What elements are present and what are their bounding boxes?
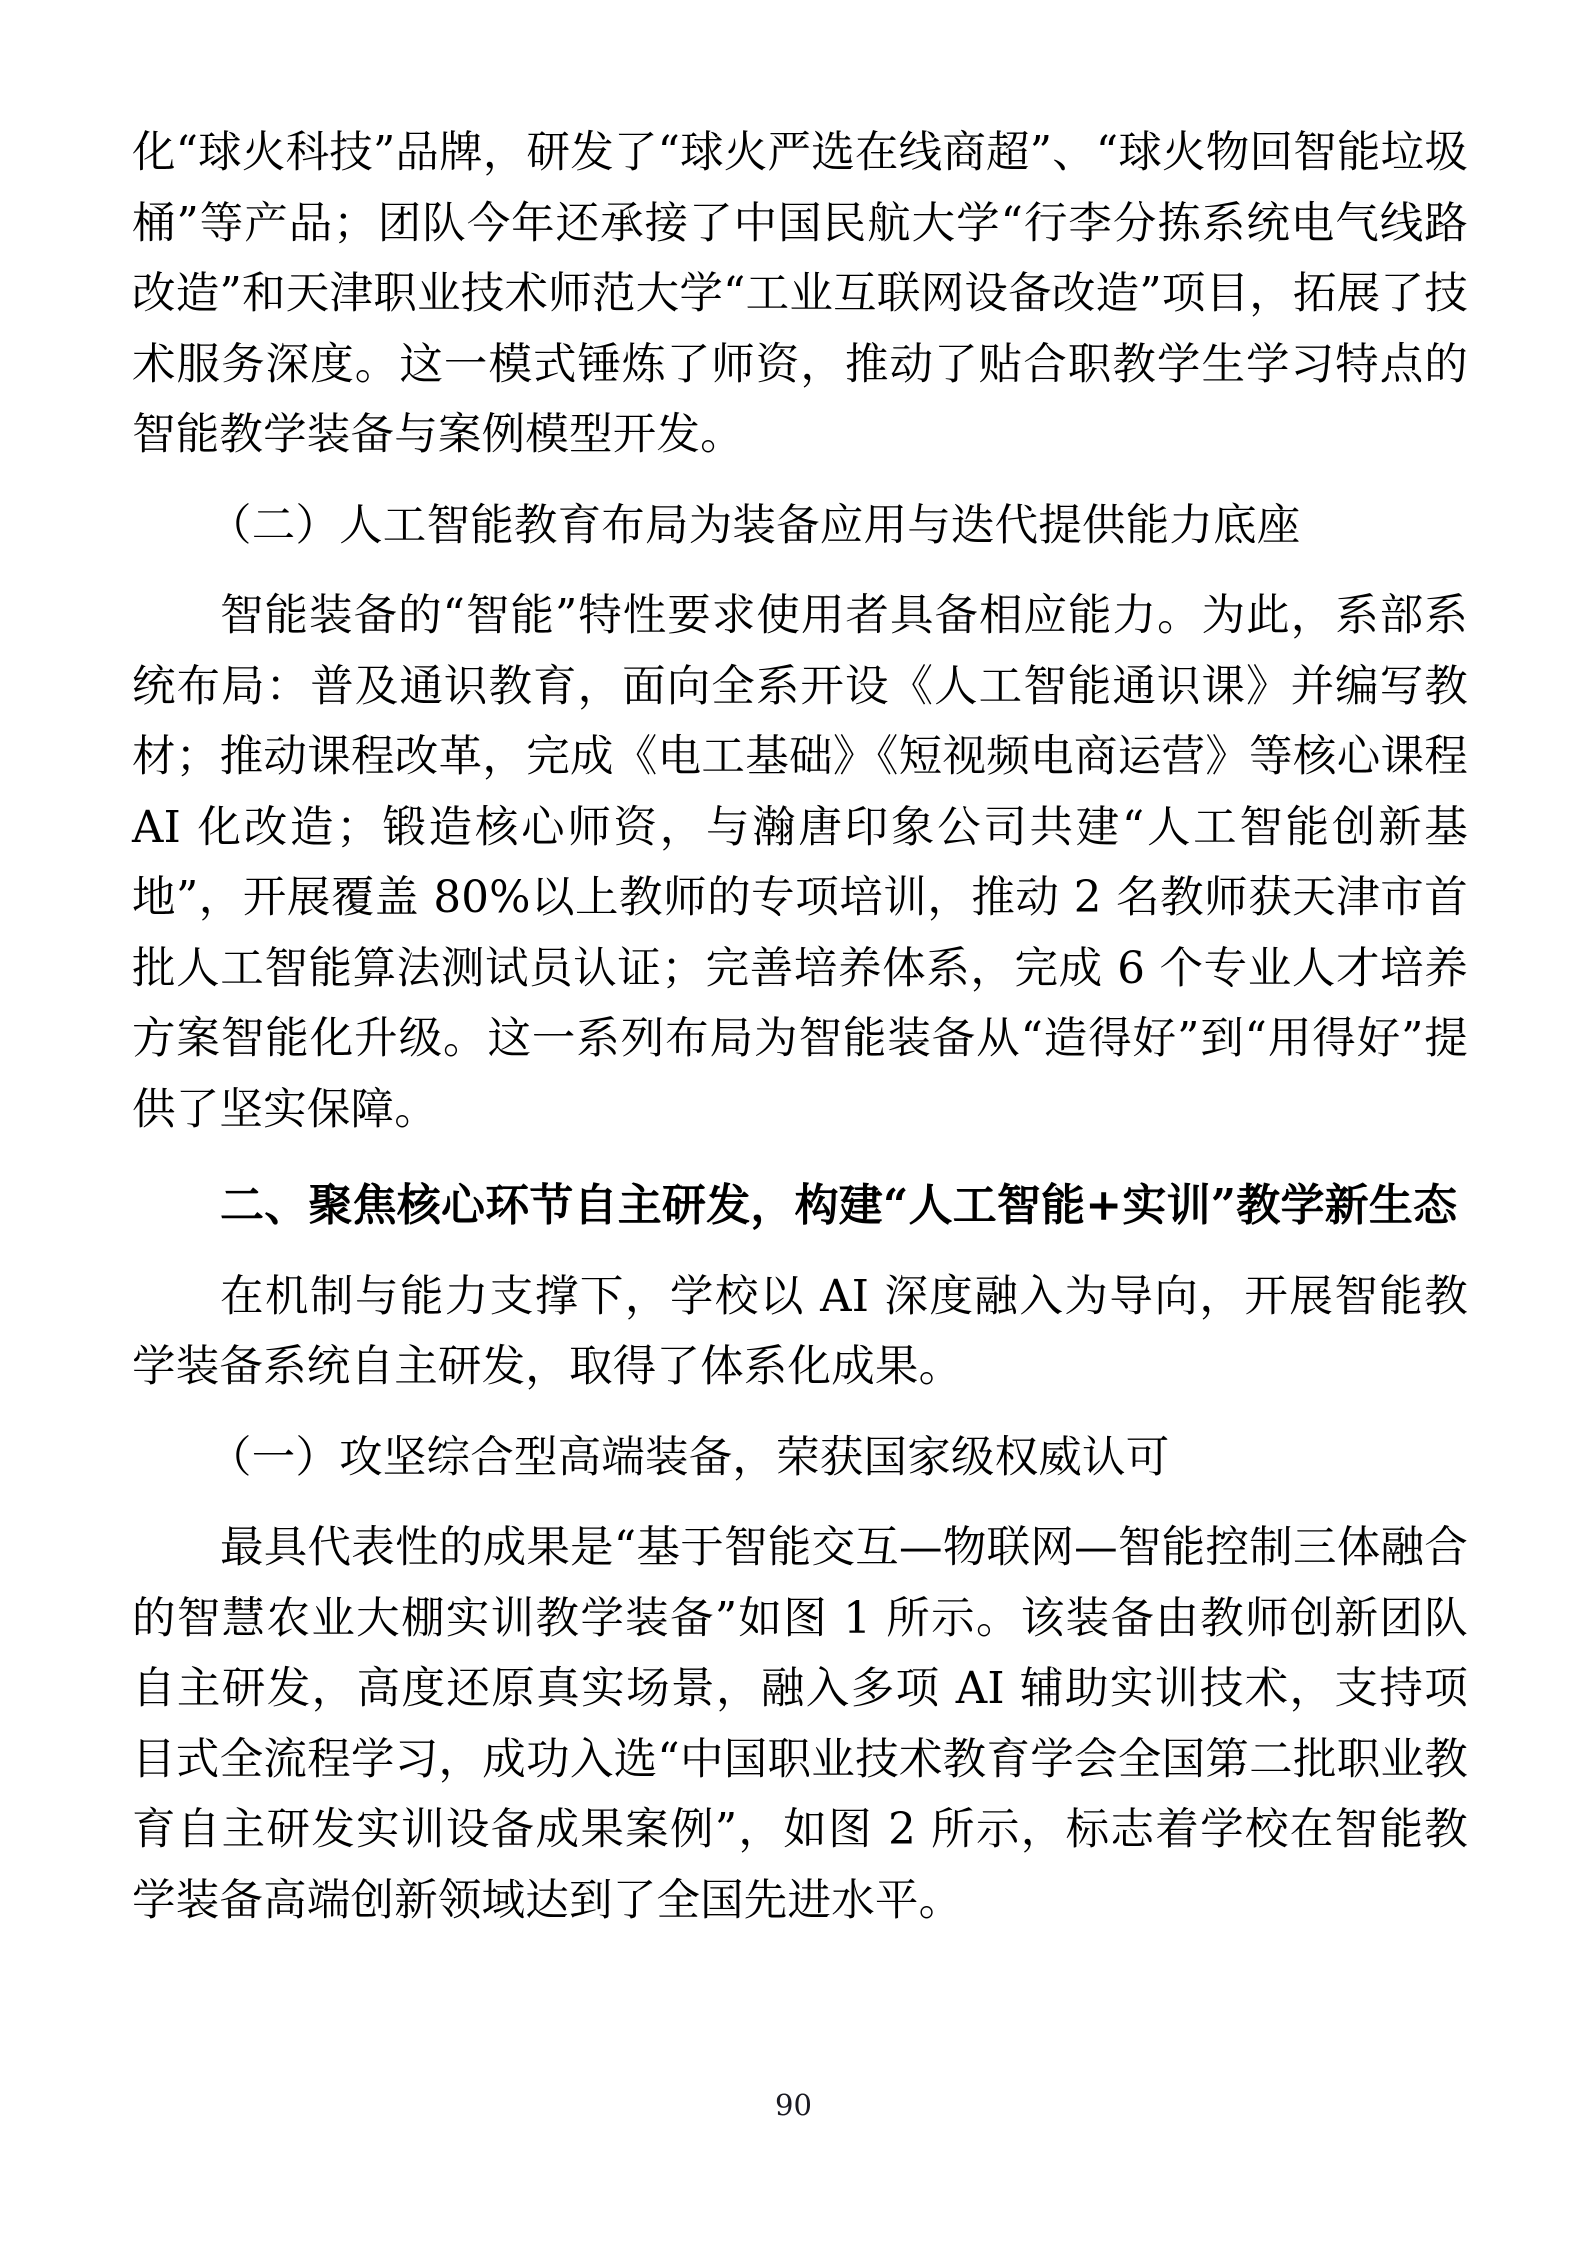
block-spacer [132,471,1468,491]
subheading-ai-education-layout: （二）人工智能教育布局为装备应用与迭代提供能力底座 [208,500,1301,551]
heading-section-two: 二、聚焦核心环节自主研发，构建“人工智能+实训”教学新生态 [220,1180,1458,1231]
page-body [132,118,1468,1936]
block-spacer [132,561,1468,581]
block-spacer [132,1493,1468,1513]
paragraph-mechanism-support-body: 在机制与能力支撑下，学校以 AI 深度融入为导向，开展智能教学装备系统自主研发，取得了体系化成果。 [132,1271,1468,1392]
block-spacer [132,1145,1468,1171]
paragraph-smart-agriculture-greenhouse-body: 最具代表性的成果是“基于智能交互—物联网—智能控制三体融合的智慧农业大棚实训教学装备”如图 1 所示。该装备由教师创新团队自主研发，高度还原真实场景，融入多项 AI 辅助实训技术，支持项目式全流程学习，成功入选“中国职业技术教育学会全国第二批职业教育自主研发实训设备成果案例”，如图 2 所示，标志着学校在智能教学装备高端创新领域达到了全国先进水平。 [132,1523,1468,1926]
block-spacer [132,1242,1468,1262]
block-spacer [132,1403,1468,1423]
paragraph-ai-education-layout-body: 智能装备的“智能”特性要求使用者具备相应能力。为此，系部系统布局：普及通识教育，面向全系开设《人工智能通识课》并编写教材；推动课程改革，完成《电工基础》《短视频电商运营》等核心课程 AI 化改造；锻造核心师资，与瀚唐印象公司共建“人工智能创新基地”，开展覆盖 80%以上教师的专项培训，推动 2 名教师获天津市首批人工智能算法测试员认证；完善培养体系，完成 6 个专业人才培养方案智能化升级。这一系列布局为智能装备从“造得好”到“用得好”提供了坚实保障。 [132,591,1468,1135]
paragraph-continuation-brand-products: 化“球火科技”品牌，研发了“球火严选在线商超”、“球火物回智能垃圾桶”等产品；团队今年还承接了中国民航大学“行李分拣系统电气线路改造”和天津职业技术师范大学“工业互联网设备改造”项目，拓展了技术服务深度。这一模式锤炼了师资，推动了贴合职教学生学习特点的智能教学装备与案例模型开发。 [132,128,1468,460]
page-number: 90 [775,2088,812,2122]
subheading-high-end-equipment: （一）攻坚综合型高端装备，荣获国家级权威认可 [208,1432,1170,1483]
